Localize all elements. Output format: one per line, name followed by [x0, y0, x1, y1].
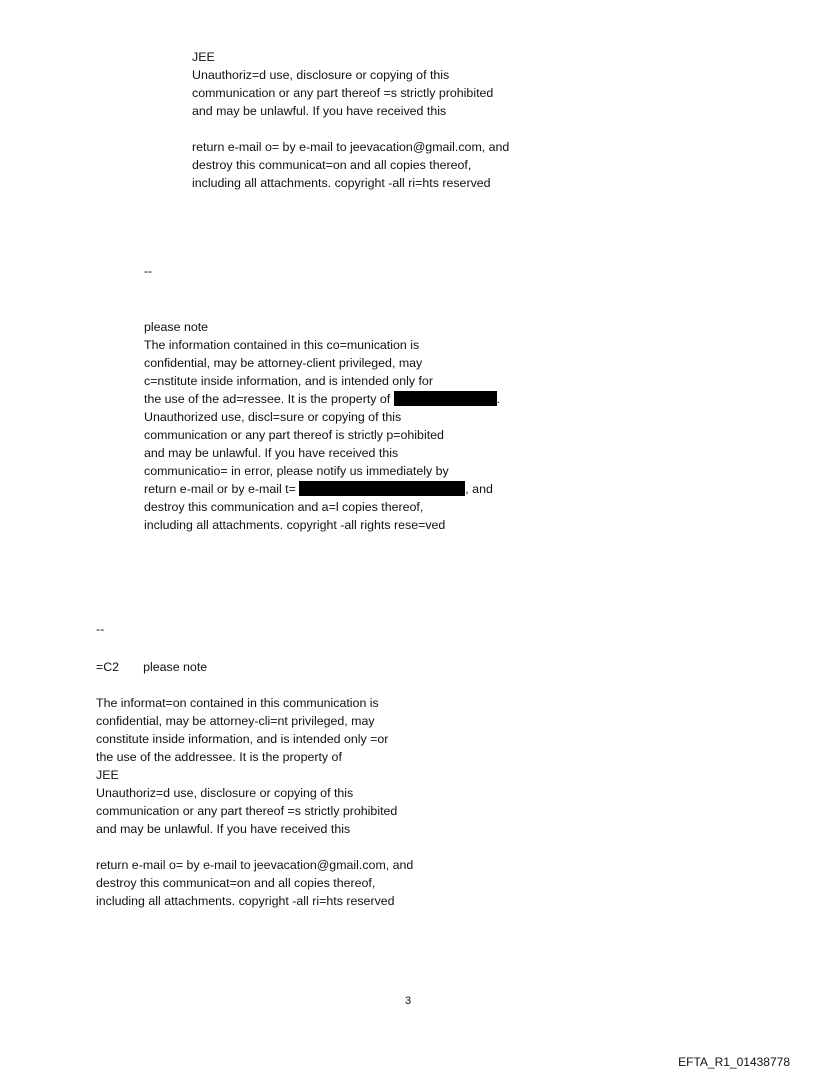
text-line: confidential, may be attorney-cli=nt privileged, may	[96, 714, 375, 728]
quoted-disclaimer-block-2	[144, 318, 500, 534]
disclaimer-heading: please note	[143, 660, 208, 674]
text-line: Unauthoriz=d use, disclosure or copying of this	[192, 68, 450, 82]
text-line: and may be unlawful. If you have received this	[144, 446, 399, 460]
text-line: return e-mail o= by e-mail to jeevacation@gmail.com, and	[96, 858, 414, 872]
text-line	[192, 120, 509, 138]
redaction-bar	[299, 481, 465, 496]
text-line: communication or any part thereof =s strictly prohibited	[96, 804, 398, 818]
text-fragment: return e-mail or by e-mail t=	[144, 482, 296, 496]
text-line: Unauthoriz=d use, disclosure or copying of this	[96, 786, 354, 800]
text-line: communication or any part thereof is strictly p=ohibited	[144, 428, 444, 442]
disclaimer-heading: please note	[144, 320, 209, 334]
text-line: The information contained in this co=munication is	[144, 338, 420, 352]
encoding-prefix: =C2	[96, 660, 120, 674]
text-line	[96, 838, 413, 856]
text-line: The informat=on contained in this communication is	[96, 696, 379, 710]
quoted-disclaimer-block-3	[96, 658, 413, 910]
text-fragment: the use of the ad=ressee. It is the property of	[144, 392, 391, 406]
text-line: JEE	[192, 50, 215, 64]
text-line: including all attachments. copyright -all ri=hts reserved	[96, 894, 395, 908]
document-id-footer: EFTA_R1_01438778	[678, 1055, 790, 1069]
blank-line	[96, 676, 413, 694]
signature-separator-2: --	[96, 622, 105, 636]
text-line: destroy this communicat=on and all copies thereof,	[96, 876, 376, 890]
text-line: communication or any part thereof =s strictly prohibited	[192, 86, 494, 100]
text-line: and may be unlawful. If you have received this	[96, 822, 351, 836]
text-line: return e-mail o= by e-mail to jeevacation@gmail.com, and	[192, 140, 510, 154]
text-line: communicatio= in error, please notify us immediately by	[144, 464, 449, 478]
text-fragment: .	[496, 392, 501, 406]
text-line: confidential, may be attorney-client privileged, may	[144, 356, 423, 370]
quoted-disclaimer-block-1	[192, 48, 509, 192]
disclaimer-heading-row	[96, 658, 413, 676]
text-line: including all attachments. copyright -all ri=hts reserved	[192, 176, 491, 190]
text-line: destroy this communication and a=l copies thereof,	[144, 500, 424, 514]
text-line-with-redaction	[144, 390, 500, 408]
signature-separator-1: --	[144, 264, 153, 278]
text-line-with-redaction	[144, 480, 500, 498]
text-line: and may be unlawful. If you have received this	[192, 104, 447, 118]
text-fragment: , and	[465, 482, 493, 496]
text-line: constitute inside information, and is intended only =or	[96, 732, 389, 746]
text-line: the use of the addressee. It is the property of	[96, 750, 342, 764]
text-line: including all attachments. copyright -all rights rese=ved	[144, 518, 446, 532]
page-number: 3	[404, 995, 412, 1007]
text-line: destroy this communicat=on and all copies thereof,	[192, 158, 472, 172]
text-line: Unauthorized use, discl=sure or copying of this	[144, 410, 402, 424]
redaction-bar	[394, 391, 497, 406]
text-line: JEE	[96, 768, 119, 782]
text-line: c=nstitute inside information, and is intended only for	[144, 374, 433, 388]
